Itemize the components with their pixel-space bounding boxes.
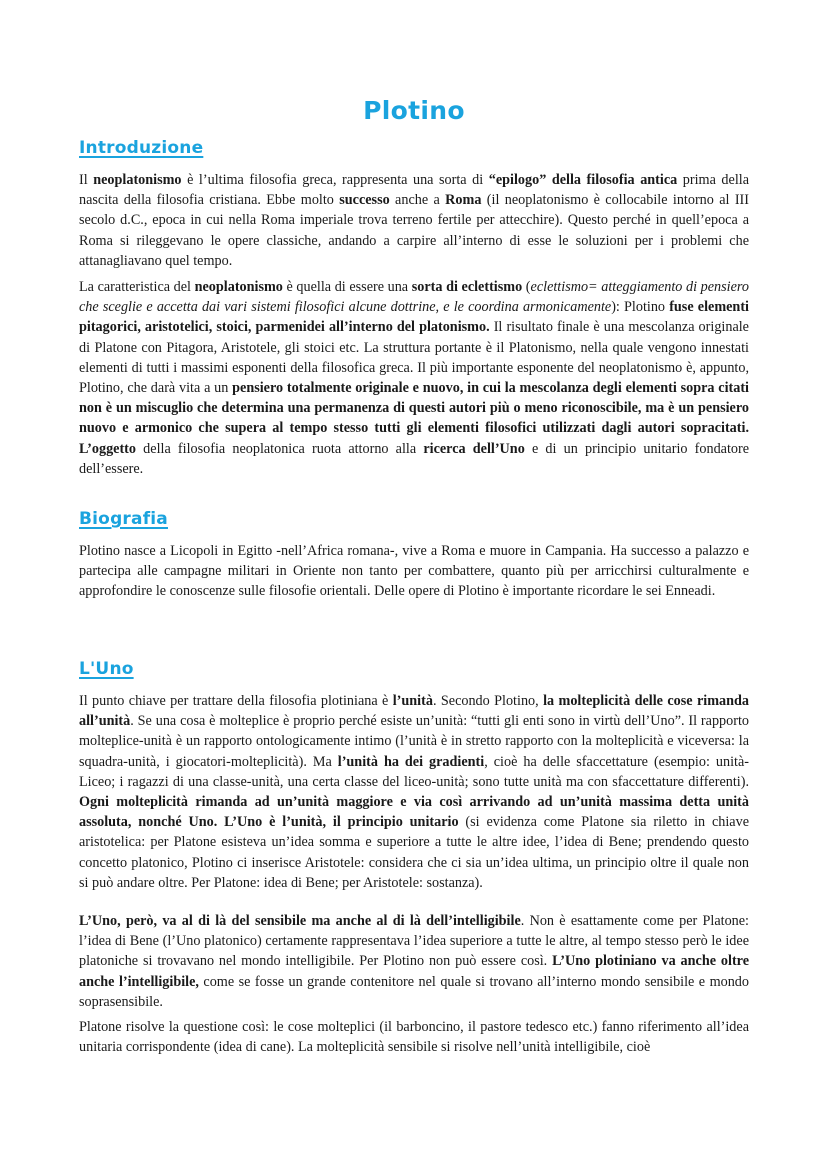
text-run: prima della nascita della filosofia cristiana. Ebbe molto bbox=[79, 172, 750, 209]
bold-text: Ogni molteplicità rimanda ad un’unità maggiore e via così arrivando ad un’unità massima detta unità assoluta, nonché Uno. L’Uno è l’unità, il principio unitario bbox=[79, 794, 749, 831]
bold-text: successo bbox=[339, 192, 390, 209]
text-run: è l’ultima filosofia greca, rappresenta una sorta di bbox=[181, 172, 489, 188]
text-run: ): Plotino bbox=[611, 299, 670, 316]
text-run: . Secondo Plotino, bbox=[432, 693, 544, 709]
text-run: La caratteristica del bbox=[79, 279, 195, 295]
bio-paragraph-1 bbox=[79, 541, 749, 602]
text-run: ( bbox=[522, 279, 531, 295]
text-run: Il bbox=[79, 172, 94, 188]
bold-text: L’Uno, però, va al di là del sensibile ma anche al di là dell’intelligibile bbox=[79, 913, 521, 929]
uno-paragraph-1 bbox=[79, 691, 749, 893]
text-run: . Se una cosa è molteplice è proprio perché esiste un’unità: “tutti gli enti sono in virtù dell’Uno”. Il rapporto molteplice-unità è un rapporto ontologicamente intimo (l’unità è in stretto rapporto con la molteplicità e viceversa: la squadra-unità, i giocatori-molteplicità). Ma bbox=[79, 713, 749, 770]
bold-text: la molteplicità delle cose rimanda all’unità bbox=[79, 693, 749, 730]
bold-text: neoplatonismo bbox=[194, 279, 283, 295]
text-run: Platone risolve la questione così: le cose molteplici (il barboncino, il pastore tedesco etc.) fanno riferimento all’idea unitaria corrispondente (idea di cane). La molteplicità sensibile si risolve nell’unità intelligibile, cioè bbox=[79, 1019, 749, 1056]
text-run: (il neoplatonismo è collocabile intorno al III secolo d.C., epoca in cui nella Roma imperiale trova terreno fertile per attecchire). Questo perché in quell’epoca a Roma si rileggevano le opere classiche, andando a carpire all’interno di esse le soluzioni per i problemi che attanagliavano quel tempo. bbox=[79, 192, 749, 269]
text-run: Il punto chiave per trattare della filosofia plotiniana è bbox=[79, 693, 393, 709]
bold-text: pensiero totalmente originale e nuovo, in cui la mescolanza degli elementi sopra citati non è un miscuglio che determina una permanenza di questi autori più o meno riconoscibile, ma è un pensiero nuovo e armonico che supera al tempo stesso tutti gli elementi filosofici utilizzati dagli autori sopracitati. bbox=[79, 380, 749, 437]
bold-text: l’unità bbox=[392, 693, 433, 709]
text-run: è quella di essere una bbox=[282, 279, 412, 295]
intro-paragraph-1 bbox=[79, 170, 749, 271]
heading-biografia: Biografia bbox=[79, 509, 168, 529]
text-run: , cioè ha delle sfaccettature (esempio: unità-Liceo; i ragazzi di una classe-unità, una certa classe del liceo-unità; sono tutte unità ma con sfaccettature differenti). bbox=[79, 753, 749, 790]
text-run: . Non è esattamente come per Platone: l’idea di Bene (l’Uno platonico) certamente rappresentava l’idea superiore a tutte le altre, al tempo stesso però le idee platoniche si trovavano nel mondo intelligibile. Per Plotino non può essere così. bbox=[79, 913, 749, 970]
text-run: (si evidenza come Platone sia riletto in chiave aristotelica: per Platone esisteva un’idea somma e superiore a tutte le altre idee, l’idea di Bene; prendendo questo concetto platonico, Plotino ci inserisce Aristotele: considera che ci sia un’idea ultima, un principio oltre il quale non si può andare oltre. Per Platone: idea di Bene; per Aristotele: sostanza). bbox=[79, 814, 749, 891]
bold-text: l’unità ha dei gradienti bbox=[337, 753, 485, 770]
intro-paragraph-2 bbox=[79, 277, 749, 479]
text-run: anche a bbox=[389, 192, 446, 209]
text-run: come se fosse un grande contenitore nel quale si trovano all’interno mondo sensibile e mondo soprasensibile. bbox=[79, 973, 749, 1010]
text-run: Il risultato finale è una mescolanza originale di Platone con Pitagora, Aristotele, gli stoici etc. La struttura portante è il Platonismo, nella quale vengono innestati elementi di tutti i massimi esponenti della filosofica greca. Il più importante esponente del neoplatonismo è, appunto, Plotino, che darà vita a un bbox=[79, 319, 749, 397]
bold-text: ricerca dell’Uno bbox=[423, 440, 525, 457]
bold-text: neoplatonismo bbox=[93, 172, 182, 188]
heading-uno: L'Uno bbox=[79, 659, 134, 679]
page-title: Plotino bbox=[363, 96, 465, 125]
uno-paragraph-2 bbox=[79, 911, 749, 1012]
bold-text: L’Uno plotiniano va anche oltre anche l’intelligibile, bbox=[79, 953, 750, 990]
bold-text: sorta di eclettismo bbox=[411, 279, 523, 295]
bold-text: fuse elementi pitagorici, aristotelici, stoici, parmenidei all’interno del platonismo. bbox=[79, 299, 749, 336]
italic-text: eclettismo= atteggiamento di pensiero che sceglie e accetta dai vari sistemi filosofici alcune dottrine, e le coordina armonicamente bbox=[79, 279, 749, 316]
text-run: e di un principio unitario fondatore dell’essere. bbox=[79, 440, 750, 477]
bold-text: L’oggetto bbox=[79, 440, 137, 457]
bold-text: Roma bbox=[445, 192, 482, 209]
uno-paragraph-3 bbox=[79, 1017, 749, 1057]
bold-text: “epilogo” della filosofia antica bbox=[488, 172, 678, 188]
text-run: della filosofia neoplatonica ruota attorno alla bbox=[136, 440, 424, 457]
heading-introduzione: Introduzione bbox=[79, 138, 204, 158]
text-run: Plotino nasce a Licopoli in Egitto -nell’Africa romana-, vive a Roma e muore in Campania. Ha successo a palazzo e partecipa alle campagne militari in Oriente non tanto per combattere, quanto più per arricchirsi culturalmente e approfondire le conoscenze sulle filosofie orientali. Delle opere di Plotino è importante ricordare le sei Enneadi. bbox=[79, 543, 749, 600]
